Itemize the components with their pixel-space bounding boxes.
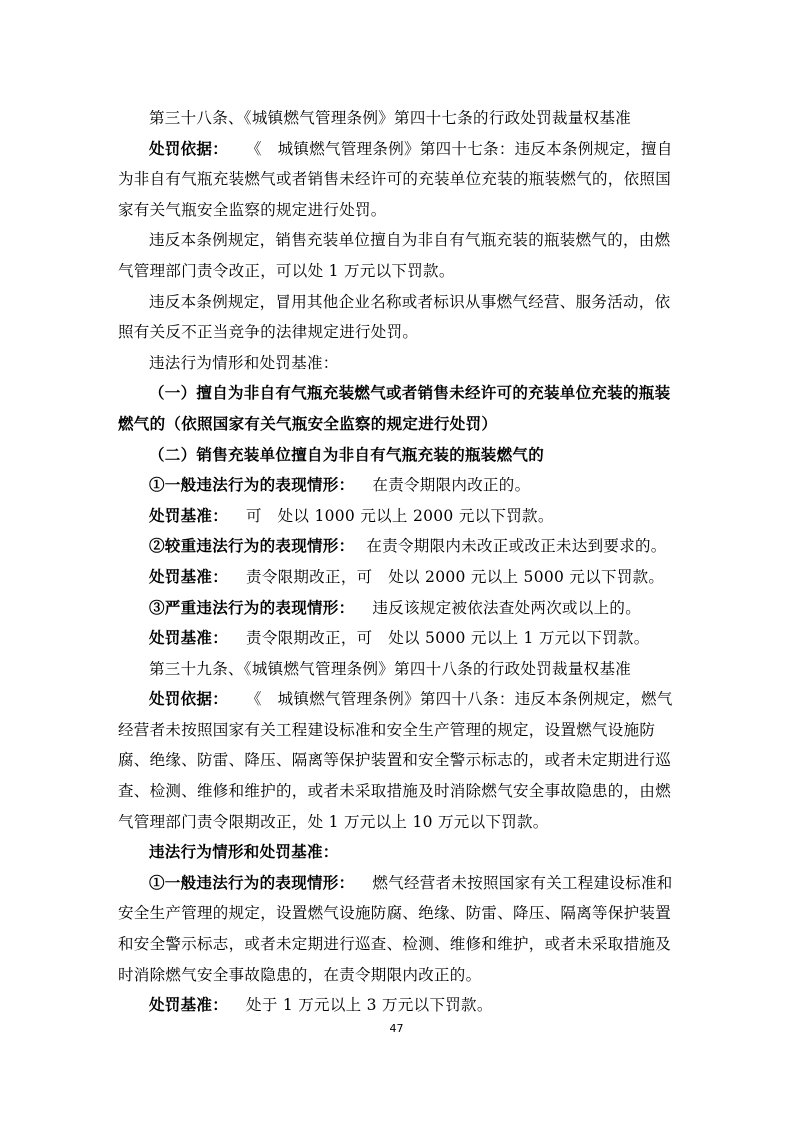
basis-label: 处罚依据： [149, 138, 229, 158]
serious-violation-item [118, 531, 680, 562]
penalty-standard-item [118, 501, 680, 532]
article-39-basis [118, 684, 680, 837]
penalty-label: 处罚基准： [149, 628, 229, 648]
penalty-label: 处罚基准： [149, 505, 229, 525]
article-39-title-text: 第三十九条、《城镇燃气管理条例》第四十八条的行政处罚裁量权基准 [149, 659, 632, 678]
clause-text: 违反本条例规定，冒用其他企业名称或者标识从事燃气经营、服务活动，依照有关反不正当竞争的法律规定进行处罚。 [118, 292, 671, 342]
violation-label: ②较重违法行为的表现情形： [149, 536, 355, 556]
violation-label: ①一般违法行为的表现情形： [149, 872, 355, 892]
severe-violation-item [118, 593, 680, 624]
penalty-standard-item [118, 623, 680, 654]
basis-label: 处罚依据： [149, 689, 229, 709]
violation-label: ③严重违法行为的表现情形： [149, 597, 355, 617]
penalty-standard-item [118, 990, 680, 1021]
clause-text: 违反本条例规定，销售充装单位擅自为非自有气瓶充装的瓶装燃气的，由燃气管理部门责令改正，可以处 1 万元以下罚款。 [118, 231, 671, 280]
article-38-basis [118, 134, 680, 226]
standards-heading-text: 违法行为情形和处罚基准： [149, 353, 339, 372]
article-38-clause-2 [118, 225, 680, 286]
penalty-label: 处罚基准： [149, 566, 229, 586]
violation-label: ①一般违法行为的表现情形： [149, 475, 355, 495]
page-number: 47 [389, 1022, 404, 1035]
article-38-title-text: 第三十八条、《城镇燃气管理条例》第四十七条的行政处罚裁量权基准 [149, 109, 632, 127]
penalty-text: 可 处以 1000 元以上 2000 元以下罚款。 [246, 506, 554, 525]
penalty-text: 责令限期改正，可 处以 2000 元以上 5000 元以下罚款。 [246, 567, 665, 586]
article-39-title [118, 654, 680, 685]
penalty-text: 责令限期改正，可 处以 5000 元以上 1 万元以下罚款。 [246, 629, 650, 648]
penalty-text: 处于 1 万元以上 3 万元以下罚款。 [246, 996, 493, 1015]
article-38-clause-3 [118, 287, 680, 348]
article-39-standards-heading [118, 837, 680, 868]
violation-text: 违反该规定被依法查处两次或以上的。 [372, 598, 642, 617]
basis-text: 《 城镇燃气管理条例》第四十八条：违反本条例规定，燃气经营者未按照国家有关工程建设标准和安全生产管理的规定，设置燃气设施防腐、绝缘、防雷、降压、隔离等保护装置和安全警示标志的，或者未定期进行巡查、检测、维修和维护的，或者未采取措施及时消除燃气安全事故隐患的，由燃气管理部门责令限期改正，处 1 万元以上 10 万元以下罚款。 [118, 690, 673, 831]
situation-heading-text: （一）擅自为非自有气瓶充装燃气或者销售未经许可的充装单位充装的瓶装燃气的（依照国家有关气瓶安全监察的规定进行处罚） [118, 383, 671, 433]
document-body [118, 103, 680, 1021]
penalty-standard-item [118, 562, 680, 593]
standards-heading-text: 违法行为情形和处罚基准： [149, 842, 339, 862]
basis-text: 《 城镇燃气管理条例》第四十七条：违反本条例规定，擅自为非自有气瓶充装燃气或者销售未经许可的充装单位充装的瓶装燃气的，依照国家有关气瓶安全监察的规定进行处罚。 [118, 139, 673, 219]
general-violation-item [118, 868, 680, 990]
situation-1-heading [118, 378, 680, 439]
article-38-standards-heading [118, 348, 680, 379]
violation-text: 在责令期限内未改正或改正未达到要求的。 [366, 537, 667, 556]
situation-heading-text: （二）销售充装单位擅自为非自有气瓶充装的瓶装燃气的 [149, 444, 545, 464]
penalty-label: 处罚基准： [149, 995, 229, 1015]
general-violation-item [118, 470, 680, 501]
violation-text: 在责令期限内改正的。 [372, 476, 531, 495]
violation-text: 燃气经营者未按照国家有关工程建设标准和安全生产管理的规定，设置燃气设施防腐、绝缘、防雷、降压、隔离等保护装置和安全警示标志，或者未定期进行巡查、检测、维修和维护，或者未采取措施及时消除燃气安全事故隐患的，在责令期限内改正的。 [118, 873, 673, 984]
article-38-title [118, 103, 680, 134]
situation-2-heading [118, 440, 680, 471]
